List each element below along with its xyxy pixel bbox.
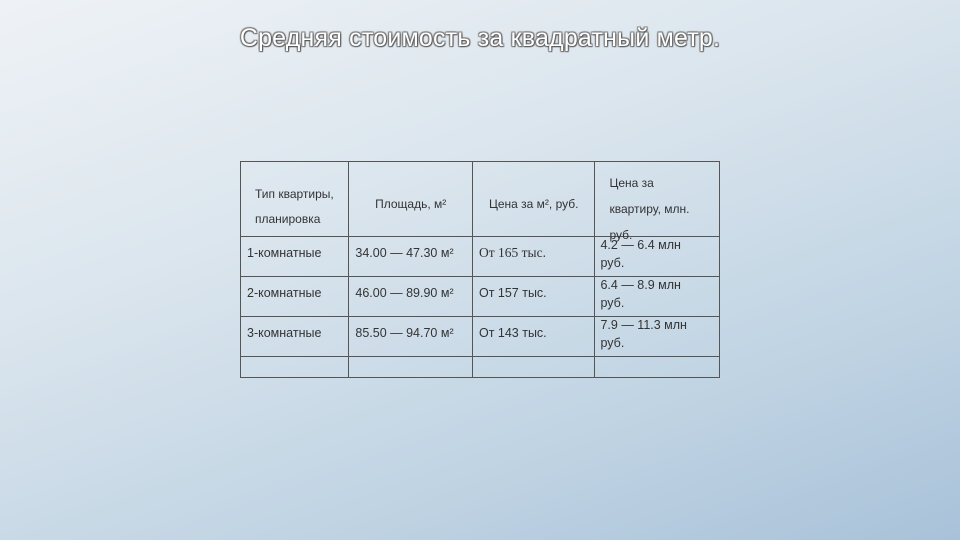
header-type [241, 162, 349, 237]
cell-price-per-m2-text: От 157 тыс. [478, 286, 547, 300]
cell-price-per-m2-text: От 143 тыс. [478, 326, 547, 340]
cell-price-line2: руб. [600, 256, 625, 270]
cell-type-text: 2-комнатные [247, 286, 322, 300]
header-type-line2: планировка [255, 212, 321, 226]
cell-type-text: 3-комнатные [247, 326, 322, 340]
header-price [595, 162, 720, 242]
cell-type [241, 317, 349, 357]
header-price-line2: квартиру, млн. [609, 202, 690, 216]
cell-price [595, 277, 720, 317]
header-area [349, 162, 473, 237]
cell-price-line2: руб. [600, 296, 625, 310]
cell-price-line1: 6.4 — 8.9 млн [600, 278, 681, 292]
table-header-row [241, 162, 720, 237]
cell-area-text: 46.00 — 89.90 м² [355, 286, 454, 300]
empty-cell [595, 357, 720, 378]
header-type-line1: Тип квартиры, [255, 187, 334, 201]
price-table [240, 161, 720, 378]
empty-cell [472, 357, 595, 378]
cell-price-per-m2 [472, 237, 595, 277]
empty-row [241, 357, 720, 378]
cell-area [349, 277, 473, 317]
header-area-label: Площадь, м² [375, 197, 447, 211]
cell-price-line1: 7.9 — 11.3 млн [600, 318, 687, 332]
table-row [241, 277, 720, 317]
cell-area-text: 85.50 — 94.70 м² [355, 326, 454, 340]
cell-area [349, 317, 473, 357]
empty-cell [241, 357, 349, 378]
table-row [241, 317, 720, 357]
cell-price-per-m2-text: От 165 тыс. [478, 245, 546, 260]
cell-type [241, 277, 349, 317]
empty-cell [349, 357, 473, 378]
header-price-line3: руб. [609, 228, 633, 242]
cell-price [595, 317, 720, 357]
cell-area-text: 34.00 — 47.30 м² [355, 246, 454, 260]
header-price-per-m2 [472, 162, 595, 237]
cell-price-line1: 4.2 — 6.4 млн [600, 238, 681, 252]
cell-price-per-m2 [472, 317, 595, 357]
cell-price-per-m2 [472, 277, 595, 317]
header-price-line1: Цена за [609, 176, 654, 190]
cell-type-text: 1-комнатные [247, 246, 322, 260]
cell-price-line2: руб. [600, 336, 625, 350]
cell-type [241, 237, 349, 277]
slide-title: Средняя стоимость за квадратный метр. [239, 24, 721, 52]
header-price-per-m2-label: Цена за м², руб. [488, 197, 579, 211]
cell-area [349, 237, 473, 277]
